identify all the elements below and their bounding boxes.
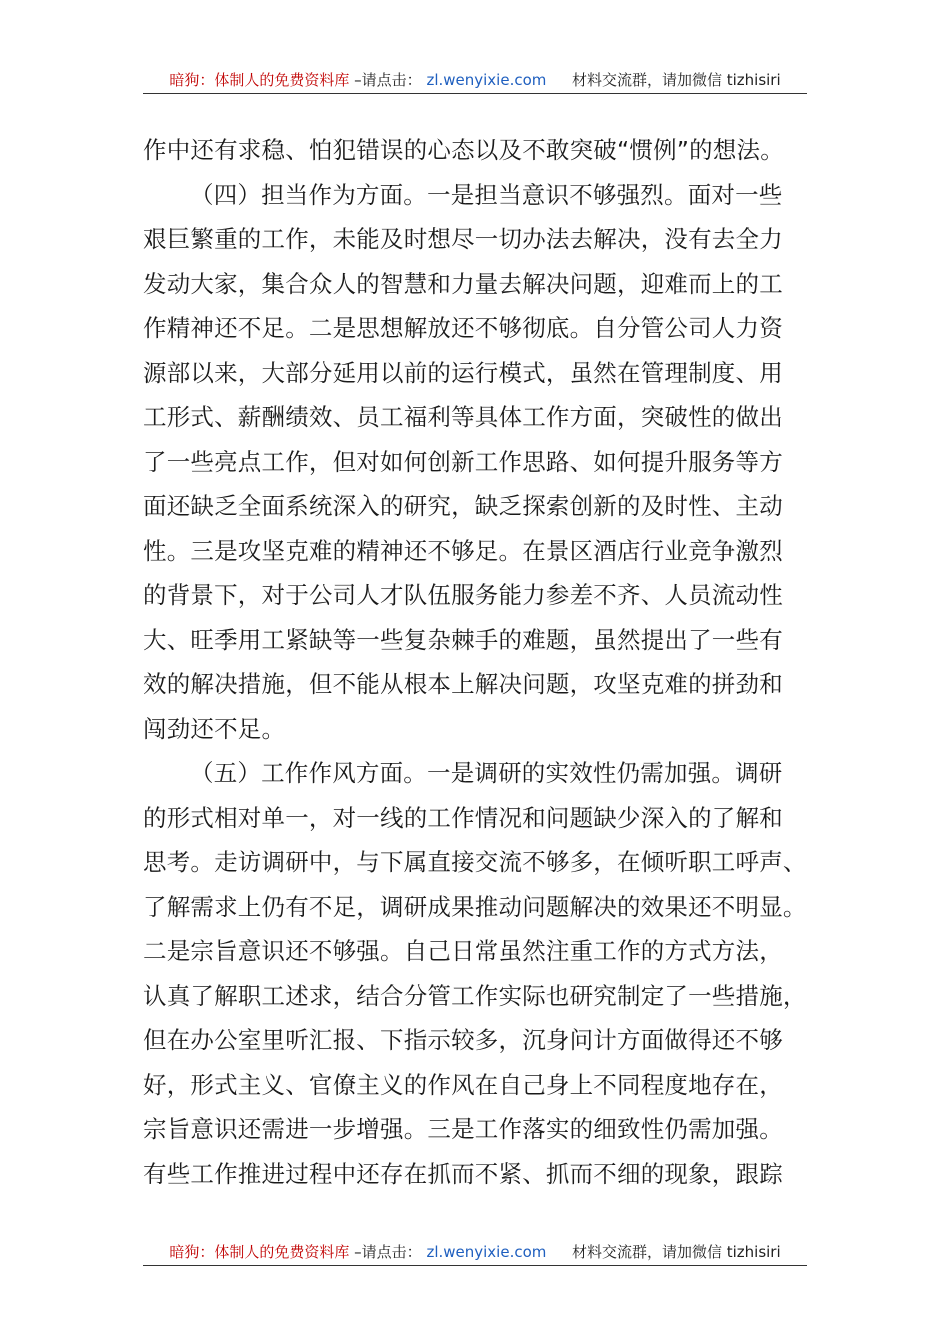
body-line: 宗旨意识还需进一步增强。三是工作落实的细致性仍需加强。 (143, 1115, 783, 1143)
body-line: 二是宗旨意识还不够强。自己日常虽然注重工作的方式方法， (143, 937, 783, 965)
body-line: （五）工作作风方面。一是调研的实效性仍需加强。调研 (190, 759, 783, 787)
footer-prompt: –请点击： (354, 1243, 422, 1261)
body-line: 思考。走访调研中，与下属直接交流不够多，在倾听职工呼声、 (143, 848, 807, 876)
header-contact: 材料交流群，请加微信 tizhisiri (571, 71, 781, 89)
body-line: 工形式、薪酬绩效、员工福利等具体工作方面，突破性的做出 (143, 403, 783, 431)
header-brand: 暗狗：体制人的免费资料库 (169, 71, 350, 89)
body-line: 的背景下，对于公司人才队伍服务能力参差不齐、人员流动性 (143, 581, 783, 609)
body-line: 认真了解职工述求，结合分管工作实际也研究制定了一些措施， (143, 981, 807, 1010)
body-line: 效的解决措施，但不能从根本上解决问题，攻坚克难的拼劲和 (143, 670, 783, 698)
body-line: 了解需求上仍有不足，调研成果推动问题解决的效果还不明显。 (143, 892, 807, 921)
footer-contact: 材料交流群，请加微信 tizhisiri (571, 1243, 781, 1261)
body-line: 源部以来，大部分延用以前的运行模式，虽然在管理制度、用 (143, 358, 783, 387)
body-line: 面还缺乏全面系统深入的研究，缺乏探索创新的及时性、主动 (143, 492, 783, 520)
header-url-link[interactable]: zl.wenyixie.com (426, 71, 547, 89)
footer-url-link[interactable]: zl.wenyixie.com (426, 1243, 547, 1261)
body-line: 好，形式主义、官僚主义的作风在自己身上不同程度地存在， (143, 1070, 783, 1099)
body-line: 了一些亮点工作，但对如何创新工作思路、如何提升服务等方 (143, 447, 783, 476)
page-header (143, 70, 807, 94)
body-line: 发动大家，集合众人的智慧和力量去解决问题，迎难而上的工 (143, 269, 783, 298)
body-line: 艰巨繁重的工作，未能及时想尽一切办法去解决，没有去全力 (143, 225, 783, 253)
body-line: （四）担当作为方面。一是担当意识不够强烈。面对一些 (190, 180, 783, 209)
footer-brand: 暗狗：体制人的免费资料库 (169, 1243, 350, 1261)
body-line: 大、旺季用工紧缺等一些复杂棘手的难题，虽然提出了一些有 (143, 625, 783, 654)
body-line: 但在办公室里听汇报、下指示较多，沉身问计方面做得还不够 (143, 1026, 783, 1054)
body-line: 闯劲还不足。 (143, 714, 286, 743)
header-prompt: –请点击： (354, 71, 422, 89)
body-line: 作精神还不足。二是思想解放还不够彻底。自分管公司人力资 (143, 314, 783, 342)
page-footer (143, 1242, 807, 1266)
document-body (143, 128, 807, 1196)
body-line: 有些工作推进过程中还存在抓而不紧、抓而不细的现象，跟踪 (143, 1159, 783, 1188)
body-line: 作中还有求稳、怕犯错误的心态以及不敢突破“惯例”的想法。 (143, 136, 784, 164)
body-line: 性。三是攻坚克难的精神还不够足。在景区酒店行业竞争激烈 (143, 536, 783, 565)
body-line: 的形式相对单一，对一线的工作情况和问题缺少深入的了解和 (143, 803, 783, 832)
